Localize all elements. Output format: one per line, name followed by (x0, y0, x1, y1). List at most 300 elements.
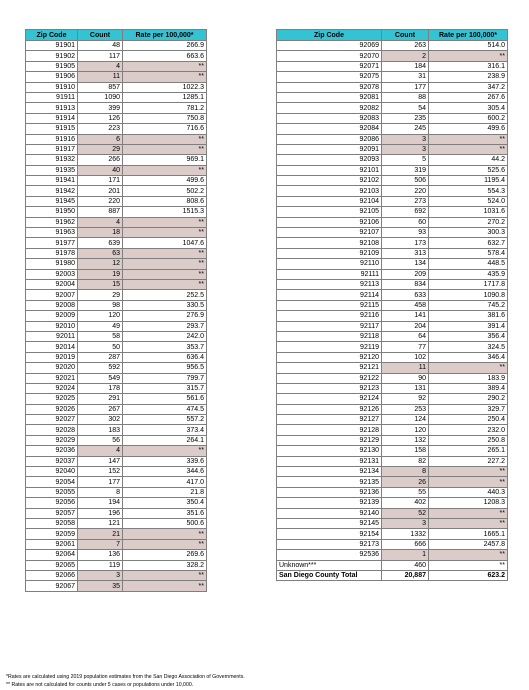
zip-code-cell: 92105 (277, 207, 382, 217)
rate-cell: 227.2 (429, 456, 508, 466)
count-cell: 49 (78, 321, 123, 331)
rate-cell: ** (123, 259, 207, 269)
table-row (26, 539, 207, 549)
zip-code-cell: 92059 (26, 529, 78, 539)
table-row (26, 487, 207, 497)
count-cell: 31 (382, 72, 429, 82)
rate-cell: ** (429, 134, 508, 144)
zip-code-cell: 91916 (26, 134, 78, 144)
rate-cell: 276.9 (123, 311, 207, 321)
count-cell: 399 (78, 103, 123, 113)
zip-rate-table-right (276, 29, 508, 581)
rate-cell: 316.1 (429, 61, 508, 71)
zip-code-cell: 92113 (277, 279, 382, 289)
count-cell: 209 (382, 269, 429, 279)
count-cell: 1090 (78, 92, 123, 102)
count-cell: 82 (382, 456, 429, 466)
table-row (26, 477, 207, 487)
rate-cell: 252.5 (123, 290, 207, 300)
rate-cell: ** (123, 61, 207, 71)
table-row (26, 92, 207, 102)
count-cell: 26 (382, 477, 429, 487)
rate-cell: 232.0 (429, 425, 508, 435)
table-row (26, 165, 207, 175)
table-row (26, 217, 207, 227)
count-cell: 58 (78, 331, 123, 341)
table-row (26, 134, 207, 144)
table-row (277, 394, 508, 404)
zip-code-cell: 92109 (277, 248, 382, 258)
zip-code-cell: 91911 (26, 92, 78, 102)
rate-cell: 2457.8 (429, 539, 508, 549)
count-cell: 88 (382, 92, 429, 102)
zip-code-cell: Unknown*** (277, 560, 382, 570)
table-row (277, 383, 508, 393)
count-cell: 29 (78, 290, 123, 300)
count-cell: 402 (382, 498, 429, 508)
rate-cell: 381.6 (429, 311, 508, 321)
table-row (277, 144, 508, 154)
zip-code-cell: 91902 (26, 51, 78, 61)
zip-code-cell: 92124 (277, 394, 382, 404)
rate-cell: 269.6 (123, 550, 207, 560)
zip-rate-table-left (25, 29, 207, 592)
zip-code-cell: 91942 (26, 186, 78, 196)
table-row (26, 155, 207, 165)
rate-cell: 183.9 (429, 373, 508, 383)
count-cell: 220 (382, 186, 429, 196)
count-cell: 18 (78, 228, 123, 238)
table-row (277, 248, 508, 258)
table-row (277, 331, 508, 341)
count-cell: 253 (382, 404, 429, 414)
table-row (26, 415, 207, 425)
count-cell: 245 (382, 124, 429, 134)
zip-code-cell: 92117 (277, 321, 382, 331)
count-cell: 3 (382, 144, 429, 154)
zip-code-cell: 92118 (277, 331, 382, 341)
zip-code-cell: 92122 (277, 373, 382, 383)
rate-cell: 632.7 (429, 238, 508, 248)
table-row (277, 373, 508, 383)
table-row (277, 228, 508, 238)
table-row (26, 259, 207, 269)
rate-cell: ** (429, 560, 508, 570)
count-cell: 2 (382, 51, 429, 61)
rate-cell: 716.6 (123, 124, 207, 134)
zip-code-cell: 91906 (26, 72, 78, 82)
rate-cell: 305.4 (429, 103, 508, 113)
count-cell: 11 (78, 72, 123, 82)
zip-code-cell: 92083 (277, 113, 382, 123)
table-row (277, 415, 508, 425)
table-row (277, 529, 508, 539)
rate-cell: 1208.3 (429, 498, 508, 508)
count-cell: 633 (382, 290, 429, 300)
rate-cell: ** (123, 529, 207, 539)
rate-cell: 435.9 (429, 269, 508, 279)
count-cell: 77 (382, 342, 429, 352)
rate-cell: ** (429, 51, 508, 61)
zip-code-cell: 92123 (277, 383, 382, 393)
rate-cell: 600.2 (429, 113, 508, 123)
count-cell: 887 (78, 207, 123, 217)
table-row (26, 311, 207, 321)
count-cell: 35 (78, 581, 123, 591)
zip-code-cell: 92067 (26, 581, 78, 591)
zip-code-cell: 92036 (26, 446, 78, 456)
rate-cell: ** (123, 228, 207, 238)
rate-cell: ** (429, 518, 508, 528)
rate-cell: 956.5 (123, 363, 207, 373)
zip-code-cell: 91913 (26, 103, 78, 113)
count-cell: 194 (78, 498, 123, 508)
count-cell: 121 (78, 518, 123, 528)
zip-code-cell: 92107 (277, 228, 382, 238)
rate-cell: 373.4 (123, 425, 207, 435)
zip-code-cell: 92121 (277, 363, 382, 373)
table-row (26, 72, 207, 82)
rate-cell: ** (123, 217, 207, 227)
table-row (26, 238, 207, 248)
count-cell: 1 (382, 550, 429, 560)
table-row (26, 269, 207, 279)
table-row (26, 518, 207, 528)
zip-code-cell: 92066 (26, 570, 78, 580)
rate-cell: ** (123, 72, 207, 82)
rate-cell: ** (123, 134, 207, 144)
zip-code-cell: 92071 (277, 61, 382, 71)
rate-cell: 623.2 (429, 570, 508, 580)
zip-code-header: Zip Code (26, 30, 78, 41)
count-cell: 92 (382, 394, 429, 404)
table-row (26, 61, 207, 71)
rate-cell: 238.9 (429, 72, 508, 82)
table-row (277, 404, 508, 414)
zip-code-cell: 92128 (277, 425, 382, 435)
rate-cell: 636.4 (123, 352, 207, 362)
rate-cell: ** (123, 446, 207, 456)
count-cell: 592 (78, 363, 123, 373)
count-cell: 147 (78, 456, 123, 466)
zip-code-cell: 91945 (26, 196, 78, 206)
count-cell: 152 (78, 467, 123, 477)
table-row (26, 290, 207, 300)
count-cell: 7 (78, 539, 123, 549)
zip-code-cell: 92025 (26, 394, 78, 404)
rate-cell: ** (123, 581, 207, 591)
zip-code-cell: 91935 (26, 165, 78, 175)
zip-code-cell: 92037 (26, 456, 78, 466)
zip-code-cell: 92029 (26, 435, 78, 445)
rate-cell: ** (429, 363, 508, 373)
table-row (26, 498, 207, 508)
zip-code-cell: 92131 (277, 456, 382, 466)
zip-code-cell: 92021 (26, 373, 78, 383)
table-row (26, 394, 207, 404)
zip-code-cell: 92154 (277, 529, 382, 539)
zip-code-cell: 92007 (26, 290, 78, 300)
rate-cell: 1285.1 (123, 92, 207, 102)
count-cell: 20,887 (382, 570, 429, 580)
count-cell: 291 (78, 394, 123, 404)
count-cell: 3 (78, 570, 123, 580)
zip-code-cell: 92104 (277, 196, 382, 206)
rate-cell: 344.6 (123, 467, 207, 477)
count-cell: 171 (78, 176, 123, 186)
zip-code-cell: 92130 (277, 446, 382, 456)
count-cell: 549 (78, 373, 123, 383)
table-row (277, 508, 508, 518)
zip-code-cell: 92116 (277, 311, 382, 321)
count-cell: 120 (78, 311, 123, 321)
count-cell: 19 (78, 269, 123, 279)
table-row (277, 435, 508, 445)
count-cell: 287 (78, 352, 123, 362)
count-cell: 639 (78, 238, 123, 248)
table-row (26, 435, 207, 445)
zip-code-cell: 92103 (277, 186, 382, 196)
table-row (26, 300, 207, 310)
table-row (277, 560, 508, 570)
zip-code-cell: 92536 (277, 550, 382, 560)
rate-cell: 339.6 (123, 456, 207, 466)
rate-cell: 266.9 (123, 41, 207, 51)
table-row (277, 207, 508, 217)
rate-cell: 502.2 (123, 186, 207, 196)
rate-cell: 1515.3 (123, 207, 207, 217)
rate-cell: 745.2 (429, 300, 508, 310)
count-cell: 12 (78, 259, 123, 269)
zip-code-cell: 92134 (277, 467, 382, 477)
count-cell: 178 (78, 383, 123, 393)
table-header-row (26, 30, 207, 41)
table-row (277, 498, 508, 508)
count-cell: 60 (382, 217, 429, 227)
table-row (277, 290, 508, 300)
count-cell: 5 (382, 155, 429, 165)
count-cell: 21 (78, 529, 123, 539)
table-row (26, 363, 207, 373)
table-row (26, 331, 207, 341)
count-cell: 223 (78, 124, 123, 134)
table-row (277, 456, 508, 466)
table-row (277, 196, 508, 206)
rate-cell: 330.5 (123, 300, 207, 310)
table-row (26, 279, 207, 289)
count-cell: 460 (382, 560, 429, 570)
rate-cell: 250.8 (429, 435, 508, 445)
rate-cell: 524.0 (429, 196, 508, 206)
footnote-rates-suppressed: ** Rates are not calculated for counts under 5 cases or populations under 10,000. (6, 682, 194, 688)
zip-code-cell: 92110 (277, 259, 382, 269)
count-cell: 158 (382, 446, 429, 456)
zip-code-cell: 92009 (26, 311, 78, 321)
table-row (26, 228, 207, 238)
rate-cell: 1665.1 (429, 529, 508, 539)
zip-code-cell: 92065 (26, 560, 78, 570)
table-row (277, 279, 508, 289)
count-cell: 173 (382, 238, 429, 248)
table-row (26, 41, 207, 51)
table-row (277, 82, 508, 92)
rate-cell: ** (123, 279, 207, 289)
table-row (277, 342, 508, 352)
zip-code-cell: 92064 (26, 550, 78, 560)
zip-code-cell: 92111 (277, 269, 382, 279)
rate-cell: ** (429, 508, 508, 518)
zip-code-cell: 92127 (277, 415, 382, 425)
table-row (277, 539, 508, 549)
count-cell: 102 (382, 352, 429, 362)
zip-code-cell: 92145 (277, 518, 382, 528)
table-row (26, 124, 207, 134)
table-row (277, 113, 508, 123)
count-cell: 131 (382, 383, 429, 393)
count-cell: 119 (78, 560, 123, 570)
rate-cell: 21.8 (123, 487, 207, 497)
rate-cell: 300.3 (429, 228, 508, 238)
count-cell: 52 (382, 508, 429, 518)
zip-code-cell: 92140 (277, 508, 382, 518)
table-row (277, 259, 508, 269)
rate-cell: 1031.6 (429, 207, 508, 217)
count-cell: 90 (382, 373, 429, 383)
table-row (26, 176, 207, 186)
rate-header: Rate per 100,000* (123, 30, 207, 41)
rate-cell: ** (123, 269, 207, 279)
rate-cell: 270.2 (429, 217, 508, 227)
count-cell: 1332 (382, 529, 429, 539)
count-cell: 3 (382, 518, 429, 528)
count-cell: 93 (382, 228, 429, 238)
count-cell: 4 (78, 61, 123, 71)
table-row (277, 165, 508, 175)
zip-code-header: Zip Code (277, 30, 382, 41)
rate-cell: 329.7 (429, 404, 508, 414)
zip-code-cell: 92102 (277, 176, 382, 186)
rate-cell: 250.4 (429, 415, 508, 425)
table-row (26, 186, 207, 196)
zip-code-cell: 91917 (26, 144, 78, 154)
rate-cell: 799.7 (123, 373, 207, 383)
count-header: Count (382, 30, 429, 41)
table-row (26, 82, 207, 92)
zip-code-cell: 92057 (26, 508, 78, 518)
table-row (277, 124, 508, 134)
rate-cell: ** (123, 165, 207, 175)
zip-code-cell: 92086 (277, 134, 382, 144)
count-cell: 98 (78, 300, 123, 310)
table-row (277, 487, 508, 497)
rate-cell: 561.6 (123, 394, 207, 404)
rate-cell: 554.3 (429, 186, 508, 196)
table-row (277, 269, 508, 279)
table-row (277, 51, 508, 61)
zip-code-cell: 92010 (26, 321, 78, 331)
zip-code-cell: 92119 (277, 342, 382, 352)
rate-cell: 293.7 (123, 321, 207, 331)
zip-code-cell: 92081 (277, 92, 382, 102)
table-row (277, 446, 508, 456)
rate-cell: 417.0 (123, 477, 207, 487)
rate-cell: ** (429, 467, 508, 477)
zip-code-cell: 92115 (277, 300, 382, 310)
zip-code-cell: 91914 (26, 113, 78, 123)
count-cell: 313 (382, 248, 429, 258)
table-row (277, 300, 508, 310)
table-row (26, 342, 207, 352)
count-cell: 857 (78, 82, 123, 92)
table-row (26, 352, 207, 362)
rate-cell: 290.2 (429, 394, 508, 404)
rate-cell: 324.5 (429, 342, 508, 352)
zip-code-cell: 92027 (26, 415, 78, 425)
rate-cell: ** (429, 477, 508, 487)
count-cell: 124 (382, 415, 429, 425)
table-row (26, 196, 207, 206)
table-row (26, 446, 207, 456)
table-row (277, 238, 508, 248)
zip-code-cell: 92056 (26, 498, 78, 508)
zip-code-cell: 92058 (26, 518, 78, 528)
table-row (26, 248, 207, 258)
count-cell: 120 (382, 425, 429, 435)
zip-code-cell: 92070 (277, 51, 382, 61)
table-row (26, 207, 207, 217)
table-row (277, 477, 508, 487)
table-row (277, 186, 508, 196)
table-row (277, 550, 508, 560)
rate-cell: 525.6 (429, 165, 508, 175)
rate-cell: 1047.6 (123, 238, 207, 248)
rate-cell: ** (123, 570, 207, 580)
count-cell: 64 (382, 331, 429, 341)
table-row (277, 467, 508, 477)
footnote-rates-source: *Rates are calculated using 2019 population estimates from the San Diego Association of Governments. (6, 674, 245, 680)
count-cell: 8 (382, 467, 429, 477)
zip-code-cell: 91901 (26, 41, 78, 51)
rate-cell: 781.2 (123, 103, 207, 113)
count-cell: 183 (78, 425, 123, 435)
table-row (277, 92, 508, 102)
table-row (277, 41, 508, 51)
count-header: Count (78, 30, 123, 41)
table-row (277, 155, 508, 165)
count-cell: 267 (78, 404, 123, 414)
table-row (26, 103, 207, 113)
zip-code-cell: 91978 (26, 248, 78, 258)
zip-code-cell: 92040 (26, 467, 78, 477)
zip-code-cell: 92106 (277, 217, 382, 227)
count-cell: 302 (78, 415, 123, 425)
rate-cell: 389.4 (429, 383, 508, 393)
count-cell: 29 (78, 144, 123, 154)
count-cell: 458 (382, 300, 429, 310)
zip-code-cell: 92120 (277, 352, 382, 362)
count-cell: 201 (78, 186, 123, 196)
table-row (277, 425, 508, 435)
zip-code-cell: 92028 (26, 425, 78, 435)
table-row (277, 352, 508, 362)
zip-code-cell: 92135 (277, 477, 382, 487)
count-cell: 235 (382, 113, 429, 123)
table-row (26, 508, 207, 518)
table-row (277, 311, 508, 321)
count-cell: 6 (78, 134, 123, 144)
count-cell: 273 (382, 196, 429, 206)
count-cell: 220 (78, 196, 123, 206)
